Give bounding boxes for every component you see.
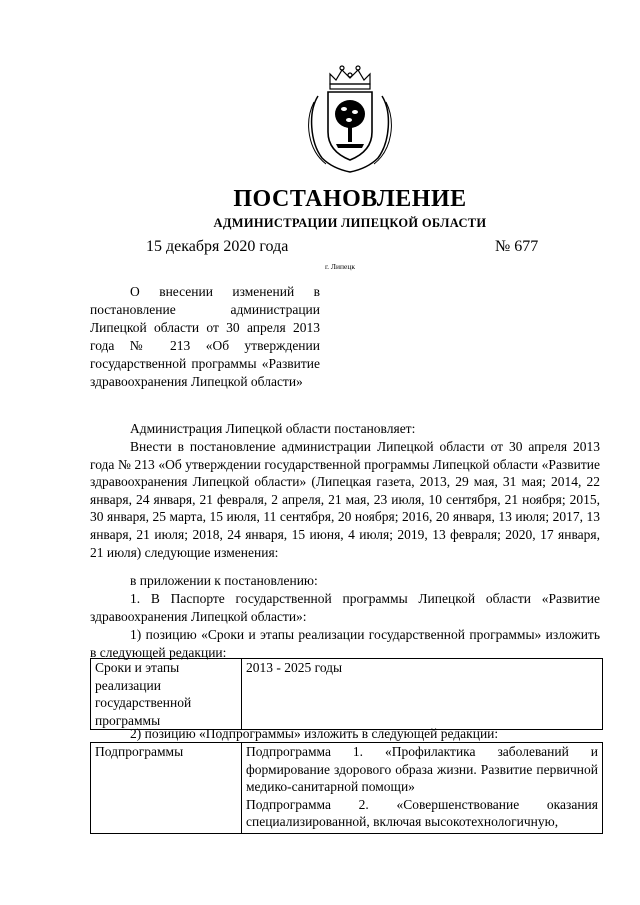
table-row: [91, 743, 603, 834]
paragraph-intro: Администрация Липецкой области постановляет:: [130, 421, 416, 436]
paragraph-main: Внести в постановление администрации Липецкой области от 30 апреля 2013 года № 213 «Об утверждении государственной программы Липецкой области «Развитие здравоохранения Липецкой области» (Липецкая газета, 2013, 29 мая, 31 мая; 2014, 22 января, 24 января, 21 февраля, 2 апреля, 21 мая, 23 июля, 10 сентября, 21 ноября; 2015, 30 января, 25 марта, 15 июля, 11 сентября, 20 ноября; 2016, 20 января, 13 июля; 2017, 13 января, 21 июля; 2018, 24 января, 15 июня, 4 июля; 2019, 13 февраля; 2020, 17 января, 21 июля) следующие изменения:: [90, 439, 600, 560]
subprogram-2-text: Подпрограмма 2. «Совершенствование оказания специализированной, включая высокотехнологичную,: [246, 796, 598, 830]
table-cell-value: 2013 - 2025 годы: [242, 659, 603, 730]
table-cell-label: Подпрограммы: [91, 743, 242, 834]
table-cell-label: Сроки и этапы реализации государственной программы: [91, 659, 242, 730]
table-row: [91, 659, 603, 730]
table-cell-value: [242, 743, 603, 834]
document-date: 15 декабря 2020 года: [146, 238, 289, 255]
paragraph-subitem-2: 2) позицию «Подпрограммы» изложить в следующей редакции:: [130, 726, 499, 741]
document-number: № 677: [495, 238, 539, 255]
coat-of-arms-emblem: [300, 62, 400, 174]
document-city: г. Липецк: [324, 262, 356, 271]
table-subprograms: [90, 742, 603, 834]
paragraph-subitem-1: 1) позицию «Сроки и этапы реализации государственной программы» изложить в следующей редакции:: [90, 627, 600, 660]
table-terms: [90, 658, 603, 730]
paragraph-annex: в приложении к постановлению:: [130, 573, 318, 588]
paragraph-item-1: 1. В Паспорте государственной программы Липецкой области «Развитие здравоохранения Липецкой области»:: [90, 591, 600, 624]
subprogram-1-text: Подпрограмма 1. «Профилактика заболеваний и формирование здорового образа жизни. Развитие первичной медико-санитарной помощи»: [246, 744, 598, 795]
document-subject: О внесении изменений в постановление администрации Липецкой области от 30 апреля 2013 года № 213 «Об утверждении государственной программы «Развитие здравоохранения Липецкой области»: [90, 284, 320, 389]
document-title: ПОСТАНОВЛЕНИЕ: [233, 186, 467, 212]
document-issuer: АДМИНИСТРАЦИИ ЛИПЕЦКОЙ ОБЛАСТИ: [213, 216, 487, 230]
